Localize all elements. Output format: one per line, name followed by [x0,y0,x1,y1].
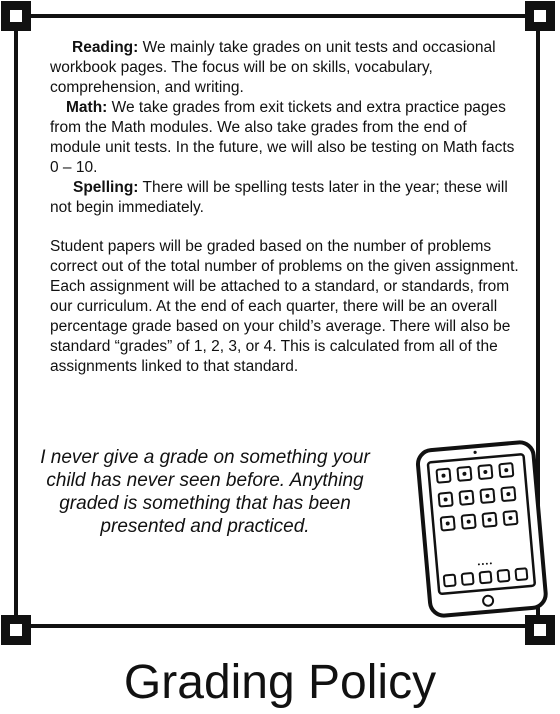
reading-paragraph [50,38,520,98]
math-paragraph [50,98,520,178]
paragraph-spacer [50,218,520,237]
spelling-heading: Spelling: [73,179,139,196]
square-corner-icon [525,1,555,31]
spelling-body: There will be spelling tests later in the year; these will not begin immediately. [50,179,508,216]
reading-body: We mainly take grades on unit tests and occasional workbook pages. The focus will be on skills, vocabulary, comprehension, and writing. [50,39,496,96]
reading-heading: Reading: [72,39,139,56]
grading-paragraph: Student papers will be graded based on the number of problems correct out of the total number of problems on the given assignment. Each assignment will be attached to a standard, or standards, from our curriculum. At the end of each quarter, there will be an overall percentage grade based on your child’s average. There will also be standard “grades” of 1, 2, 3, or 4. This is calculated from all of the assignments linked to that standard. [50,238,519,375]
tablet-icon [408,436,556,626]
policy-text-block [50,38,520,377]
quote-text: I never give a grade on something your child has never seen before. Anything graded is something that has been presented and practiced. [40,447,370,537]
square-corner-icon [1,1,31,31]
spelling-paragraph [50,178,520,218]
page-title: Grading Policy [123,656,437,709]
math-body: We take grades from exit tickets and extra practice pages from the Math modules. We also take grades from the end of module unit tests. In the future, we will also be testing on Math facts 0 – 10. [50,99,515,176]
square-corner-icon [1,615,31,645]
math-heading: Math: [66,99,108,116]
